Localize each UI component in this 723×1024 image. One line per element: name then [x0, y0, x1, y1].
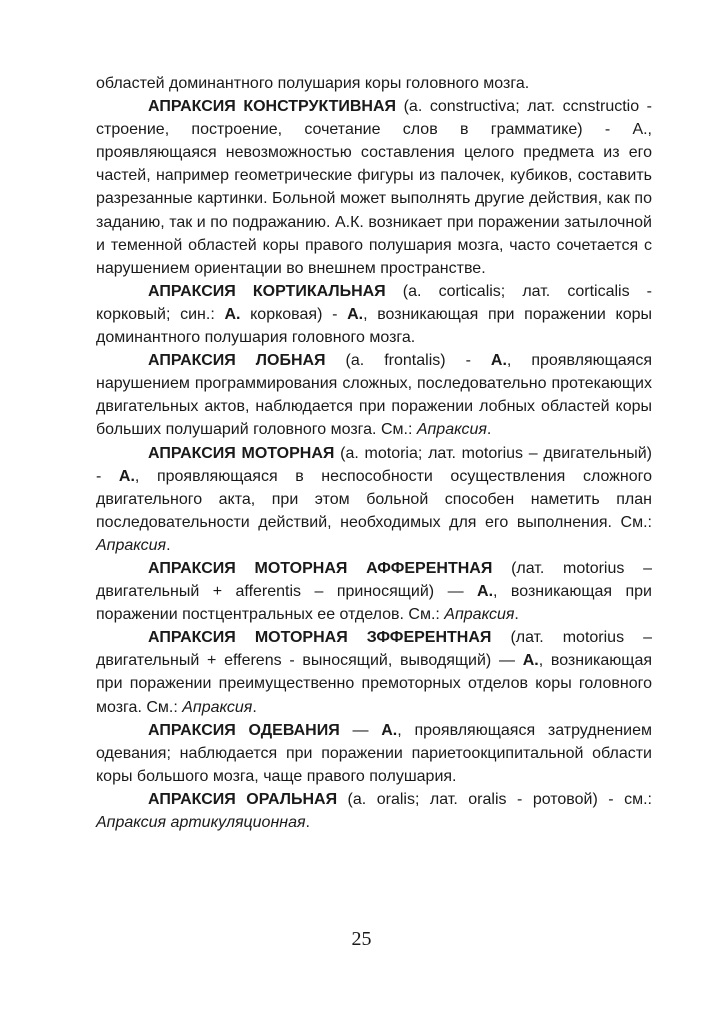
continuation-paragraph: областей доминантного полушария коры головного мозга.	[96, 75, 530, 92]
term-abbreviation: А.	[522, 652, 539, 670]
entry-text: , возникающая при поражении преимущественно премоторных отделов коры головного мозга. См.:	[96, 652, 653, 716]
dictionary-entry	[96, 626, 652, 718]
term-abbreviation: А.	[118, 467, 135, 485]
entry-term: АПРАКСИЯ МОТОРНАЯ АФФЕРЕНТНАЯ	[148, 559, 493, 577]
entry-text: корковая) -	[240, 305, 348, 323]
entry-text: (а. constructiva; лат. ccnstructio - строение, построение, сочетание слов в грамматике) - А., проявляющаяся невозможностью составления целого предмета из его частей, например геометрические фигуры из палочек, кубиков, составить разрезанные картинки. Больной может выполнять другие действия, как по заданию, так и по подражанию. А.К. возникает при поражении затылочной и теменной областей коры правого полушария мозга, часто сочетается с нарушением ориентации во внешнем пространстве.	[96, 98, 652, 277]
entry-text: (а. motoria; лат. motorius – двигательный) -	[96, 444, 652, 485]
term-abbreviation: А.	[347, 305, 364, 323]
entry-text: .	[252, 698, 257, 716]
entry-text: , возникающая при поражении постцентральных ее отделов. См.:	[96, 583, 652, 624]
cross-reference: Апраксия артикуляционная	[96, 814, 306, 831]
entry-text: , проявляющаяся в неспособности осуществления сложного двигательного акта, при этом больной способен наметить план последовательности действий, необходимых для его выполнения. См.:	[96, 467, 652, 531]
entry-text: .	[166, 536, 171, 554]
dictionary-entry	[96, 280, 652, 349]
cross-reference: Апраксия	[444, 606, 515, 624]
entry-text: , возникающая при поражении коры доминантного полушария головного мозга.	[96, 305, 652, 347]
cross-reference: Апраксия	[96, 536, 167, 554]
entry-text: (лат. motorius – двигательный + afferentis – приносящий) —	[96, 559, 653, 601]
page-body	[96, 72, 652, 834]
entry-text: (а. frontalis) -	[325, 352, 491, 370]
cross-reference: Апраксия	[182, 698, 253, 716]
entry-text: (а. oralis; лат. oralis - ротовой) - см.:	[337, 790, 652, 808]
entry-term: АПРАКСИЯ ОРАЛЬНАЯ	[148, 790, 338, 808]
entry-term: АПРАКСИЯ ОДЕВАНИЯ	[148, 721, 340, 739]
entry-text: (лат. motorius – двигательный + efferens - выносящий, выводящий) —	[96, 629, 653, 670]
entry-text: .	[486, 421, 492, 439]
dictionary-entry	[96, 95, 652, 280]
term-abbreviation: А.	[381, 721, 398, 739]
entry-text: (а. corticalis; лат. corticalis - корковый; син.:	[96, 282, 653, 323]
entry-term: АПРАКСИЯ КОРТИКАЛЬНАЯ	[148, 282, 386, 300]
term-abbreviation: А.	[490, 352, 507, 370]
entry-text: , проявляющаяся затруднением одевания; наблюдается при поражении париетоокципитальной области коры большого мозга, чаще правого полушария.	[96, 721, 653, 785]
dictionary-entry	[96, 788, 652, 834]
entry-text: —	[339, 721, 382, 739]
entry-text: .	[305, 814, 310, 831]
dictionary-entry	[96, 557, 652, 626]
dictionary-entries	[96, 95, 652, 834]
term-abbreviation: А.	[477, 583, 494, 601]
dictionary-entry	[96, 719, 652, 788]
entry-term: АПРАКСИЯ МОТОРНАЯ	[148, 444, 335, 462]
entry-term: АПРАКСИЯ КОНСТРУКТИВНАЯ	[148, 98, 397, 116]
cross-reference: Апраксия	[416, 421, 487, 439]
entry-text: .	[514, 606, 519, 624]
dictionary-entry	[96, 349, 652, 441]
page-number: 25	[351, 928, 372, 950]
entry-term: АПРАКСИЯ ЛОБНАЯ	[148, 352, 326, 370]
term-abbreviation: А.	[224, 305, 241, 323]
entry-term: АПРАКСИЯ МОТОРНАЯ ЗФФЕРЕНТНАЯ	[148, 629, 492, 647]
dictionary-entry	[96, 442, 652, 557]
entry-text: , проявляющаяся нарушением программирования сложных, последовательно протекающих двигательных актов, наблюдается при поражении лобных областей коры больших полушарий головного мозга. См.:	[96, 352, 652, 439]
